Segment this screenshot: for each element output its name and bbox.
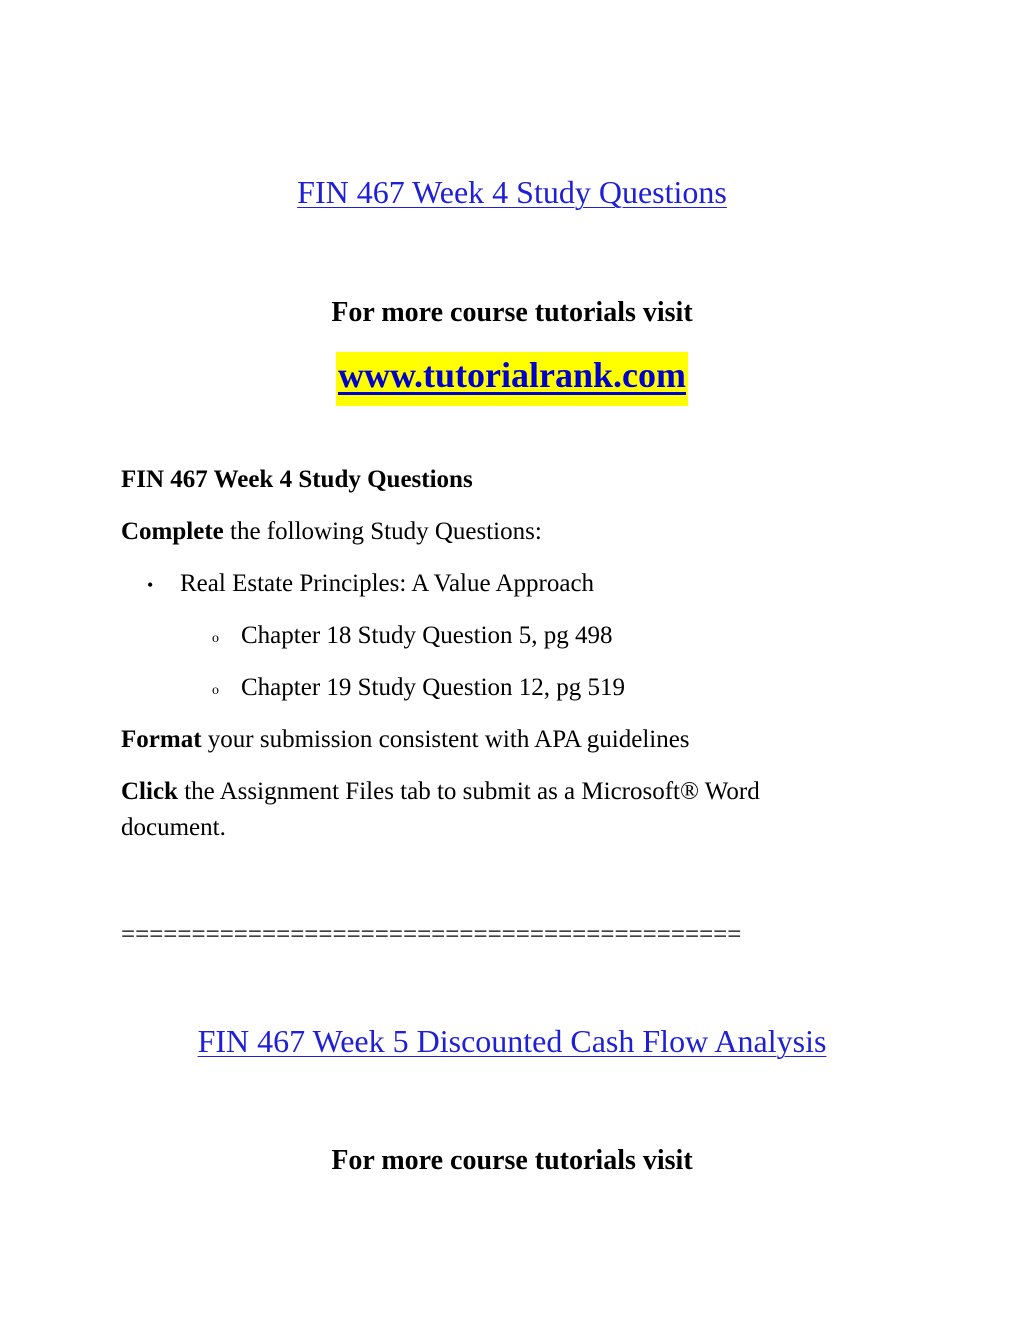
bullet-item: Real Estate Principles: A Value Approach <box>180 570 595 597</box>
click-bold: Click <box>121 778 178 805</box>
sub-item-1: Chapter 18 Study Question 5, pg 498 <box>241 622 613 649</box>
click-line-cont: document. <box>121 814 226 841</box>
click-line <box>121 775 760 809</box>
complete-line <box>121 515 542 549</box>
url-wrap <box>0 352 1024 406</box>
title-link-week4[interactable]: FIN 467 Week 4 Study Questions <box>297 174 727 210</box>
tutorialrank-link[interactable]: www.tutorialrank.com <box>338 355 686 395</box>
sub-bullet-icon: o <box>212 683 219 698</box>
format-line <box>121 723 690 757</box>
section-heading: FIN 467 Week 4 Study Questions <box>121 466 473 493</box>
sub-item-2: Chapter 19 Study Question 12, pg 519 <box>241 674 626 701</box>
format-rest: your submission consistent with APA guidelines <box>201 726 690 753</box>
visit-text: For more course tutorials visit <box>331 297 693 328</box>
format-bold: Format <box>121 726 202 753</box>
title-link-week5[interactable]: FIN 467 Week 5 Discounted Cash Flow Analysis <box>197 1023 827 1059</box>
title-link-week4-wrap <box>0 172 1024 212</box>
complete-bold: Complete <box>121 518 224 545</box>
bullet-dot-icon: • <box>147 575 154 595</box>
visit-text-2: For more course tutorials visit <box>331 1145 693 1176</box>
sub-bullet-icon: o <box>212 631 219 646</box>
click-rest: the Assignment Files tab to submit as a Microsoft® Word <box>177 778 760 805</box>
complete-rest: the following Study Questions: <box>223 518 542 545</box>
title-link-week5-wrap <box>0 1021 1024 1061</box>
separator-line: ============================================ <box>121 921 742 948</box>
url-highlight <box>336 352 688 406</box>
